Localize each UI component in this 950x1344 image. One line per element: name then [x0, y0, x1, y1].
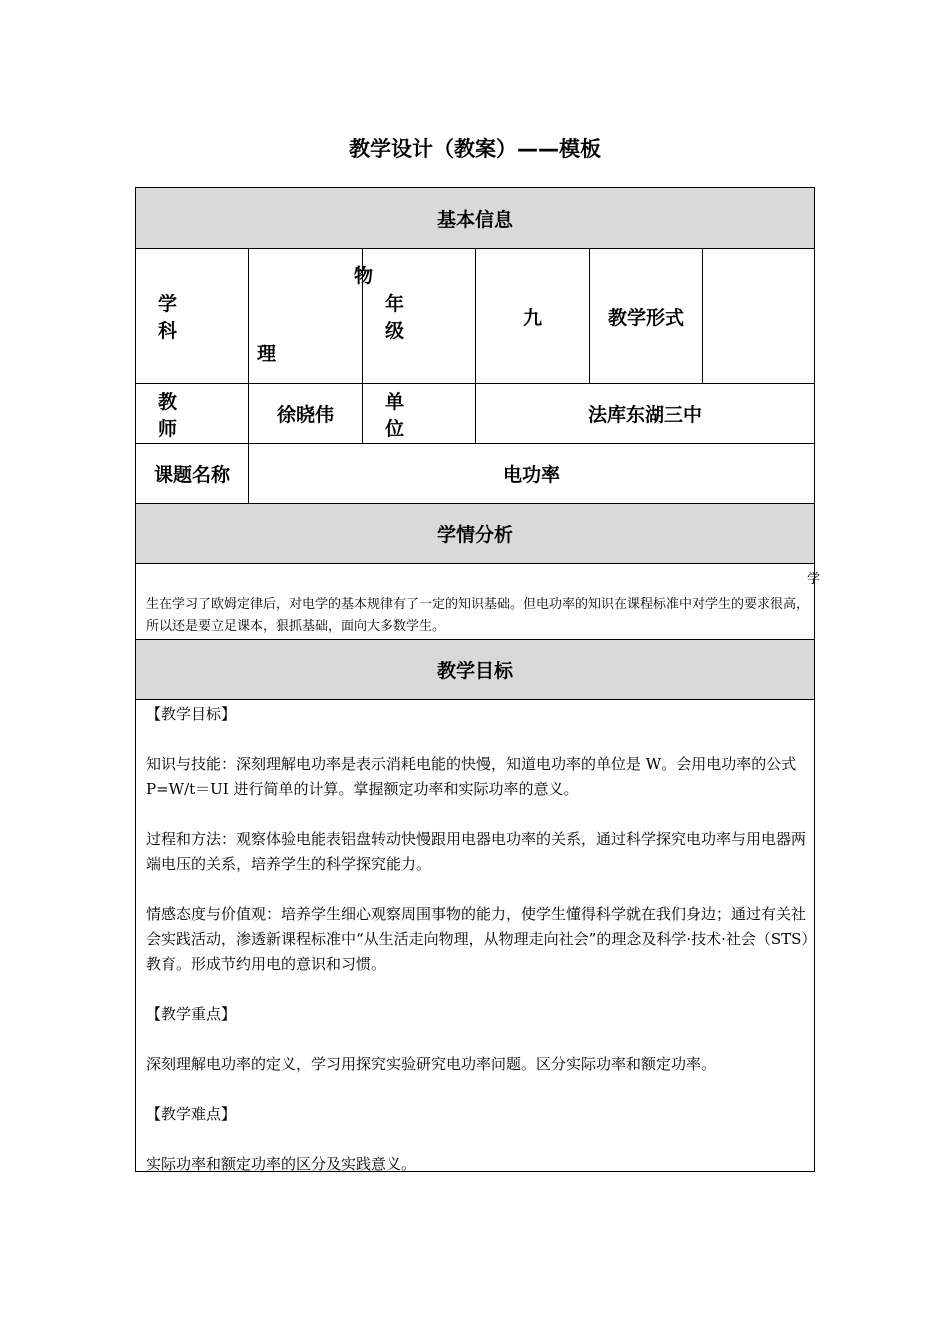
teacher-value: 徐晓伟: [249, 384, 363, 444]
analysis-cell: [136, 564, 820, 640]
grade-value: 九: [476, 249, 590, 384]
section-objectives: 教学目标: [136, 640, 814, 700]
subject-value-char1: 物: [354, 265, 374, 287]
objectives-content: [146, 702, 811, 1177]
analysis-text: 生在学习了欧姆定律后，对电学的基本规律有了一定的知识基础。但电功率的知识在课程标准中对学生的要求很高，所以还是要立足课本，狠抓基础，面向大多数学生。: [146, 597, 810, 634]
lesson-plan-table: [135, 187, 820, 1173]
document-title: 教学设计（教案）——模板: [349, 137, 601, 161]
subject-value-cell: [249, 249, 374, 384]
section-basic-info: 基本信息: [136, 188, 814, 249]
teacher-label: 教 师: [136, 384, 249, 444]
unit-label: 单 位: [363, 384, 476, 444]
section-analysis: 学情分析: [136, 504, 814, 564]
format-value: [703, 249, 814, 384]
emotion-values-text: 情感态度与价值观：培养学生细心观察周围事物的能力，使学生懂得科学就在我们身边；通过有关社会实践活动，渗透新课程标准中“从生活走向物理，从物理走向社会”的理念及科学·技术·社会（STS）教育。形成节约用电的意识和习惯。: [146, 905, 809, 973]
unit-value: 法库东湖三中: [476, 384, 814, 444]
goal-heading: 【教学目标】: [146, 705, 237, 723]
grade-label: 年 级: [363, 249, 476, 384]
difficult-points-text: 实际功率和额定功率的区分及实践意义。: [146, 1155, 417, 1173]
topic-label: 课题名称: [136, 444, 249, 504]
knowledge-skills-text: 知识与技能：深刻理解电功率是表示消耗电能的快慢，知道电功率的单位是 W。会用电功率的公式 P=W/t＝UI 进行简单的计算。掌握额定功率和实际功率的意义。: [146, 755, 797, 798]
difficult-points-heading: 【教学难点】: [146, 1105, 237, 1123]
subject-label: 学 科: [136, 249, 249, 384]
key-points-text: 深刻理解电功率的定义，学习用探究实验研究电功率问题。区分实际功率和额定功率。: [146, 1055, 717, 1073]
subject-value-char2: 理: [257, 343, 277, 365]
analysis-lead-char: 学: [806, 572, 820, 587]
process-methods-text: 过程和方法：观察体验电能表铝盘转动快慢跟用电器电功率的关系，通过科学探究电功率与用电器两端电压的关系，培养学生的科学探究能力。: [146, 830, 807, 873]
format-label: 教学形式: [590, 249, 703, 384]
topic-value: 电功率: [249, 444, 814, 504]
key-points-heading: 【教学重点】: [146, 1005, 237, 1023]
